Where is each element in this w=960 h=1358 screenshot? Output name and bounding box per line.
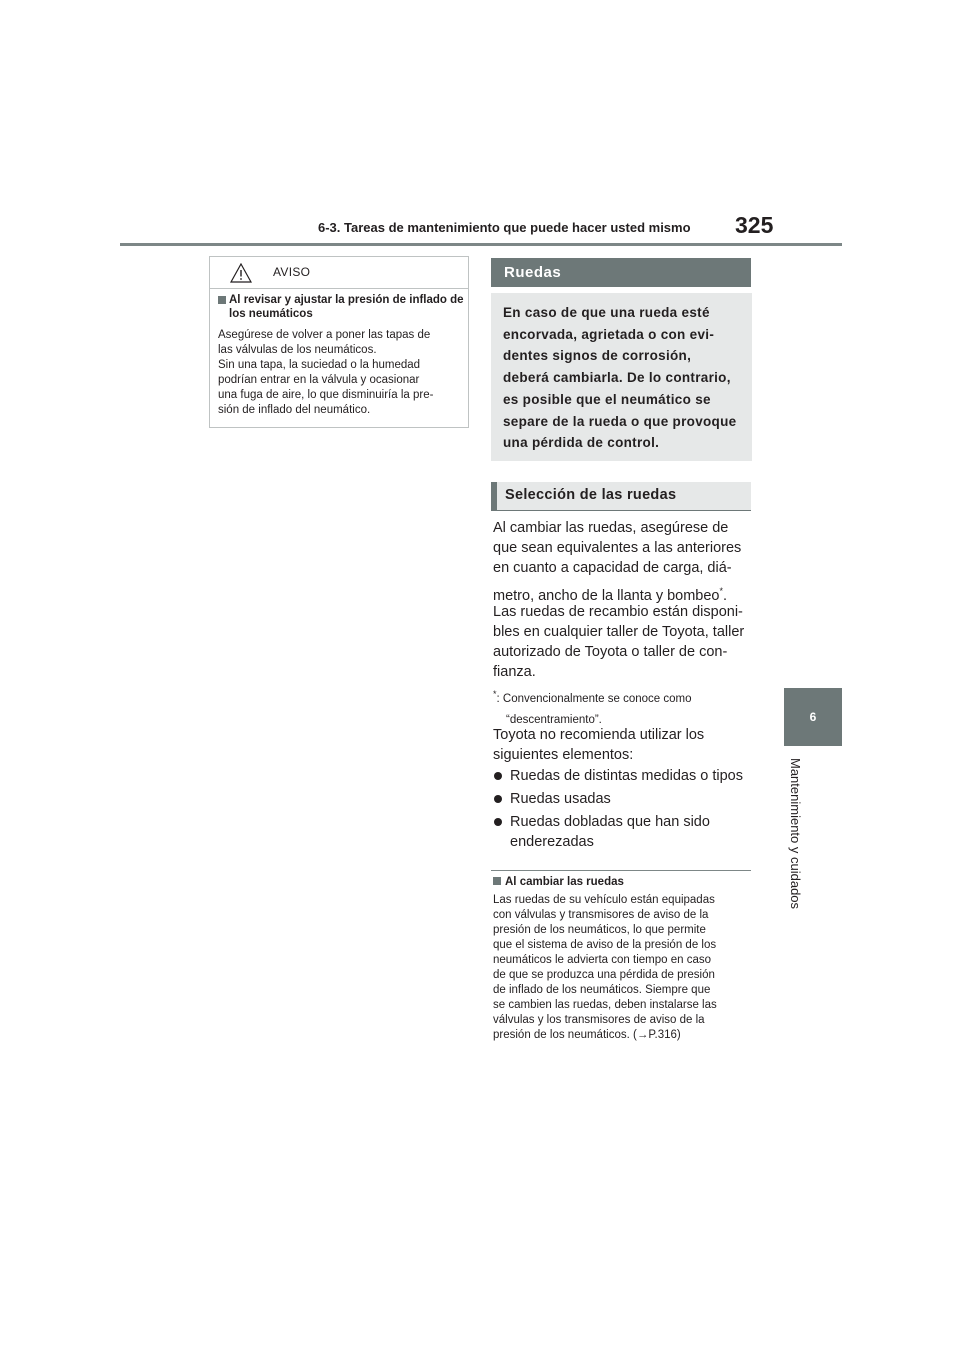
warning-triangle-icon bbox=[230, 263, 252, 283]
text-line: de inflado de los neumáticos. Siempre que bbox=[493, 984, 711, 996]
text-line: Las ruedas de su vehículo están equipadas bbox=[493, 894, 715, 906]
footnote-line bbox=[493, 684, 755, 710]
text-line-suffix: ) bbox=[676, 1029, 681, 1041]
text-line: autorizado de Toyota o taller de con- bbox=[493, 644, 728, 660]
text-line: encorvada, agrietada o con evi- bbox=[503, 326, 715, 342]
bullet-dot-icon bbox=[494, 772, 502, 780]
note-heading-text: Al cambiar las ruedas bbox=[505, 876, 624, 888]
text-line: Al cambiar las ruedas, asegúrese de bbox=[493, 520, 729, 536]
bullet-list bbox=[493, 766, 755, 855]
text-line: presión de los neumáticos, lo que permite bbox=[493, 924, 706, 936]
list-item-text: Ruedas usadas bbox=[510, 791, 611, 807]
text-line: En caso de que una rueda esté bbox=[503, 305, 710, 320]
bullet-dot-icon bbox=[494, 818, 502, 826]
list-item bbox=[493, 766, 755, 786]
warning-subheading bbox=[218, 293, 473, 321]
text-line: las válvulas de los neumáticos. bbox=[218, 344, 377, 356]
square-bullet-icon bbox=[493, 877, 501, 885]
paragraph-equivalence bbox=[493, 518, 755, 606]
warning-header bbox=[210, 257, 468, 289]
note-divider bbox=[491, 870, 751, 871]
text-line: sión de inflado del neumático. bbox=[218, 404, 371, 416]
text-line: con válvulas y transmisores de aviso de la bbox=[493, 909, 709, 921]
footnote-text: : Convencionalmente se conoce como bbox=[496, 692, 692, 705]
text-line: es posible que el neumático se bbox=[503, 391, 711, 407]
footnote-ref: * bbox=[719, 586, 724, 596]
text-line: siguientes elementos: bbox=[493, 747, 634, 763]
text-line: en cuanto a capacidad de carga, diá- bbox=[493, 560, 732, 576]
text-line: neumáticos le advierta con tiempo en caso bbox=[493, 954, 711, 966]
list-item-text: Ruedas de distintas medidas o tipos bbox=[510, 768, 743, 784]
list-item bbox=[493, 789, 755, 809]
note-text bbox=[493, 893, 751, 1043]
paragraph-not-recommended bbox=[493, 725, 755, 765]
text-line: Las ruedas de recambio están disponi- bbox=[493, 604, 743, 620]
text-line: deberá cambiarla. De lo contrario, bbox=[503, 370, 731, 386]
page-reference-link[interactable]: P.316 bbox=[648, 1029, 677, 1041]
text-line: dentes signos de corrosión, bbox=[503, 348, 692, 364]
text-line: fianza. bbox=[493, 664, 536, 680]
warning-box bbox=[209, 256, 469, 428]
text-line: podrían entrar en la válvula y ocasionar bbox=[218, 374, 420, 386]
paragraph-availability bbox=[493, 602, 755, 682]
chapter-tab[interactable]: 6 bbox=[784, 688, 842, 746]
text-line: bles en cualquier taller de Toyota, taller bbox=[493, 624, 745, 640]
heading-underline bbox=[491, 510, 751, 511]
text-line: Toyota no recomienda utilizar los bbox=[493, 727, 705, 743]
text-line: válvulas y los transmisores de aviso de la bbox=[493, 1014, 705, 1026]
note-heading bbox=[493, 876, 624, 888]
footnote-mark: * bbox=[493, 689, 497, 699]
bullet-dot-icon bbox=[494, 795, 502, 803]
ruedas-warning-box bbox=[491, 293, 752, 461]
list-item bbox=[493, 812, 755, 852]
seleccion-heading: Selección de las ruedas bbox=[491, 482, 751, 511]
warning-label: AVISO bbox=[273, 265, 311, 279]
warning-text bbox=[218, 328, 466, 418]
footnote bbox=[493, 684, 755, 731]
text-line: una pérdida de control. bbox=[503, 435, 660, 451]
page-number: 325 bbox=[735, 212, 774, 238]
text-line: que el sistema de aviso de la presión de los bbox=[493, 939, 717, 951]
text-line: separe de la rueda o que provoque bbox=[503, 413, 737, 429]
header-divider bbox=[120, 243, 842, 246]
section-title: 6-3. Tareas de mantenimiento que puede hacer usted mismo bbox=[318, 220, 691, 235]
list-item-text: Ruedas dobladas que han sido enderezadas bbox=[510, 814, 710, 850]
text-line bbox=[493, 1028, 751, 1043]
footnote-line: “descentramiento”. bbox=[506, 713, 602, 726]
text-line: que sean equivalentes a las anteriores bbox=[493, 540, 742, 556]
text-line: de que se produzca una pérdida de presión bbox=[493, 969, 715, 981]
text-line-prefix: presión de los neumáticos. ( bbox=[493, 1029, 637, 1041]
ruedas-heading: Ruedas bbox=[491, 258, 751, 287]
text-line-last: metro, ancho de la llanta y bombeo bbox=[493, 587, 720, 604]
text-line: se cambien las ruedas, deben instalarse las bbox=[493, 999, 717, 1011]
chapter-label: Mantenimiento y cuidados bbox=[788, 758, 803, 910]
text-line: una fuga de aire, lo que disminuiría la pre- bbox=[218, 389, 434, 401]
square-bullet-icon bbox=[218, 296, 226, 304]
text-line: Sin una tapa, la suciedad o la humedad bbox=[218, 359, 421, 371]
warning-subheading-text: Al revisar y ajustar la presión de inflado de los neumáticos bbox=[229, 294, 464, 320]
arrow-right-icon: → bbox=[636, 1029, 649, 1041]
period: . bbox=[723, 587, 728, 604]
text-line: Asegúrese de volver a poner las tapas de bbox=[218, 329, 431, 341]
